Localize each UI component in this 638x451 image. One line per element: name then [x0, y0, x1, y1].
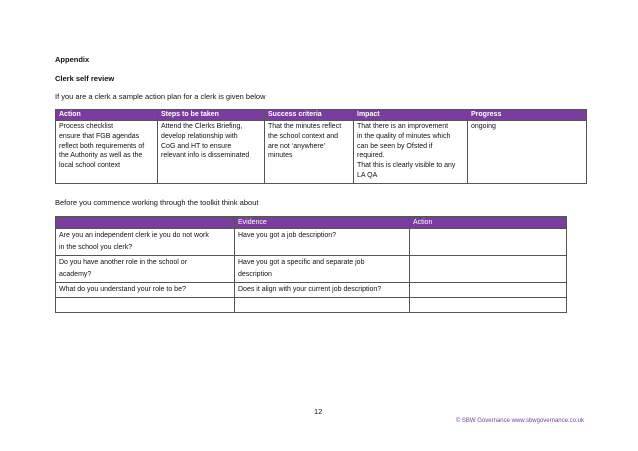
toolkit-header-row: [56, 217, 567, 229]
cell-line: minutes: [268, 152, 293, 160]
toolkit-table: [55, 216, 567, 313]
toolkit-row: [56, 256, 567, 283]
evidence-cell: [235, 229, 410, 256]
cell-line: relevant info is disseminated: [161, 152, 250, 160]
cell-line: the school context and: [268, 132, 339, 140]
action-cell: [56, 121, 158, 184]
cell-line: reflect both requirements of: [59, 142, 145, 150]
cell-line: Do you have another role in the school or: [59, 259, 188, 266]
toolkit-action-cell: [410, 298, 567, 313]
cell-line: ensure that FGB agendas: [59, 132, 140, 140]
toolkit-action-cell: [410, 283, 567, 298]
cell-line: What do you understand your role to be?: [59, 286, 186, 293]
section-subtitle: Clerk self review: [55, 74, 115, 83]
toolkit-row: [56, 283, 567, 298]
header-success-criteria: Success criteria: [265, 110, 354, 121]
cell-line: CoG and HT to ensure: [161, 142, 232, 150]
toolkit-row: [56, 298, 567, 313]
appendix-title: Appendix: [55, 55, 90, 64]
cell-line: Have you got a job description?: [238, 232, 337, 239]
cell-line: Process checklist: [59, 123, 114, 130]
cell-line: That this is clearly visible to any: [357, 162, 456, 170]
toolkit-action-cell: [410, 256, 567, 283]
cell-line: That the minutes reflect: [268, 123, 342, 130]
header-evidence: Evidence: [235, 217, 410, 229]
toolkit-intro: Before you commence working through the toolkit think about: [55, 198, 259, 207]
cell-line: develop relationship with: [161, 132, 238, 140]
header-steps: Steps to be taken: [158, 110, 265, 121]
action-plan-table: [55, 109, 587, 184]
intro-text: If you are a clerk a sample action plan for a clerk is given below: [55, 92, 266, 101]
cell-line: LA QA: [357, 171, 378, 179]
toolkit-action-cell: [410, 229, 567, 256]
page-number: 12: [314, 407, 323, 416]
header-impact: Impact: [354, 110, 468, 121]
evidence-cell: [235, 256, 410, 283]
cell-line: Are you an independent clerk ie you do not work: [59, 232, 209, 239]
cell-line: local school context: [59, 162, 121, 170]
header-action: Action: [56, 110, 158, 121]
header-question: [56, 217, 235, 229]
header-toolkit-action: Action: [410, 217, 567, 229]
cell-line: in the school you clerk?: [59, 243, 133, 251]
cell-line: description: [238, 270, 272, 278]
steps-cell: [158, 121, 265, 184]
cell-line: in the quality of minutes which: [357, 132, 451, 140]
progress-cell: ongoing: [468, 121, 587, 184]
question-cell: [56, 256, 235, 283]
evidence-cell: [235, 283, 410, 298]
evidence-cell: [235, 298, 410, 313]
action-plan-header-row: [56, 110, 587, 121]
cell-line: Have you got a specific and separate job: [238, 259, 365, 266]
cell-line: are not ‘anywhere’: [268, 142, 326, 150]
toolkit-row: [56, 229, 567, 256]
cell-line: required.: [357, 152, 385, 160]
cell-line: can be seen by Ofsted if: [357, 142, 433, 150]
action-plan-row: [56, 121, 587, 184]
cell-line: the Authority as well as the: [59, 152, 143, 160]
impact-cell: [354, 121, 468, 184]
cell-line: Does it align with your current job description?: [238, 286, 382, 293]
footer-copyright: © SBW Governance www.sbwgovernance.co.uk: [455, 418, 584, 424]
question-cell: [56, 298, 235, 313]
question-cell: [56, 229, 235, 256]
cell-line: That there is an improvement: [357, 123, 449, 130]
cell-line: academy?: [59, 270, 92, 278]
success-criteria-cell: [265, 121, 354, 184]
question-cell: [56, 283, 235, 298]
header-progress: Progress: [468, 110, 587, 121]
cell-line: Attend the Clerks Briefing,: [161, 123, 243, 130]
